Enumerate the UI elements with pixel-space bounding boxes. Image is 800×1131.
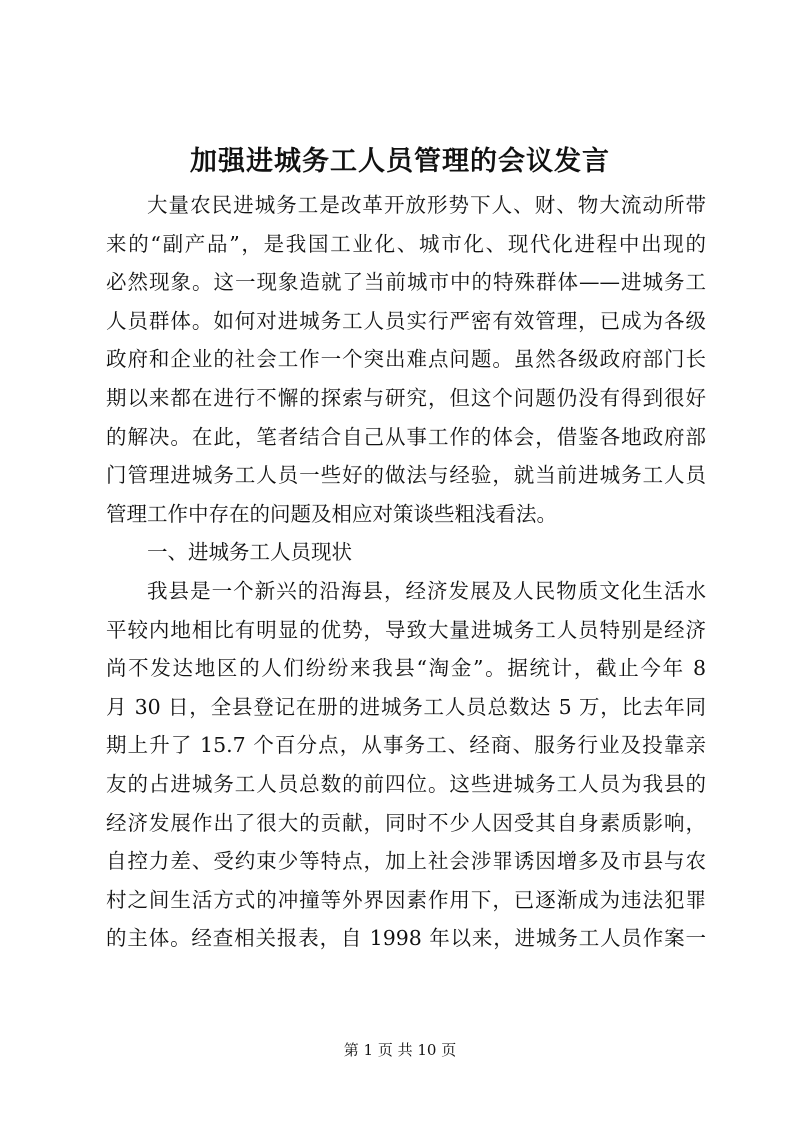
text-line: 门管理进城务工人员一些好的做法与经验，就当前进城务工人员: [106, 463, 706, 488]
text-line: 必然现象。这一现象造就了当前城市中的特殊群体——进城务工: [106, 270, 706, 295]
text-line: 我县是一个新兴的沿海县，经济发展及人民物质文化生活水: [147, 578, 706, 603]
document-body: [106, 186, 706, 958]
document-title: 加强进城务工人员管理的会议发言: [190, 146, 610, 177]
text-line: 自控力差、受约束少等特点，加上社会涉罪诱因增多及市县与农: [106, 849, 706, 874]
text-line: 尚不发达地区的人们纷纷来我县“淘金”。据统计，截止今年 8: [106, 656, 706, 681]
text-line: 月 30 日，全县登记在册的进城务工人员总数达 5 万，比去年同: [106, 694, 706, 719]
text-line: 期以来都在进行不懈的探索与研究，但这个问题仍没有得到很好: [106, 385, 706, 410]
text-line: 管理工作中存在的问题及相应对策谈些粗浅看法。: [106, 501, 557, 526]
page-footer: 第 1 页 共 10 页: [343, 1041, 457, 1059]
text-line: 的主体。经查相关报表，自 1998 年以来，进城务工人员作案一: [106, 926, 706, 951]
text-line: 村之间生活方式的冲撞等外界因素作用下，已逐渐成为违法犯罪: [106, 887, 706, 912]
text-line: 经济发展作出了很大的贡献，同时不少人因受其自身素质影响，: [106, 810, 706, 835]
text-line: 来的“副产品”，是我国工业化、城市化、现代化进程中出现的: [106, 231, 706, 256]
text-line: 的解决。在此，笔者结合自己从事工作的体会，借鉴各地政府部: [106, 424, 706, 449]
text-line: 友的占进城务工人员总数的前四位。这些进城务工人员为我县的: [106, 771, 706, 796]
text-line: 政府和企业的社会工作一个突出难点问题。虽然各级政府部门长: [106, 347, 706, 372]
text-line: 一、进城务工人员现状: [147, 540, 352, 565]
text-line: 平较内地相比有明显的优势，导致大量进城务工人员特别是经济: [106, 617, 706, 642]
text-line: 人员群体。如何对进城务工人员实行严密有效管理，已成为各级: [106, 308, 706, 333]
text-line: 期上升了 15.7 个百分点，从事务工、经商、服务行业及投靠亲: [106, 733, 706, 758]
text-line: 大量农民进城务工是改革开放形势下人、财、物大流动所带: [147, 193, 706, 217]
